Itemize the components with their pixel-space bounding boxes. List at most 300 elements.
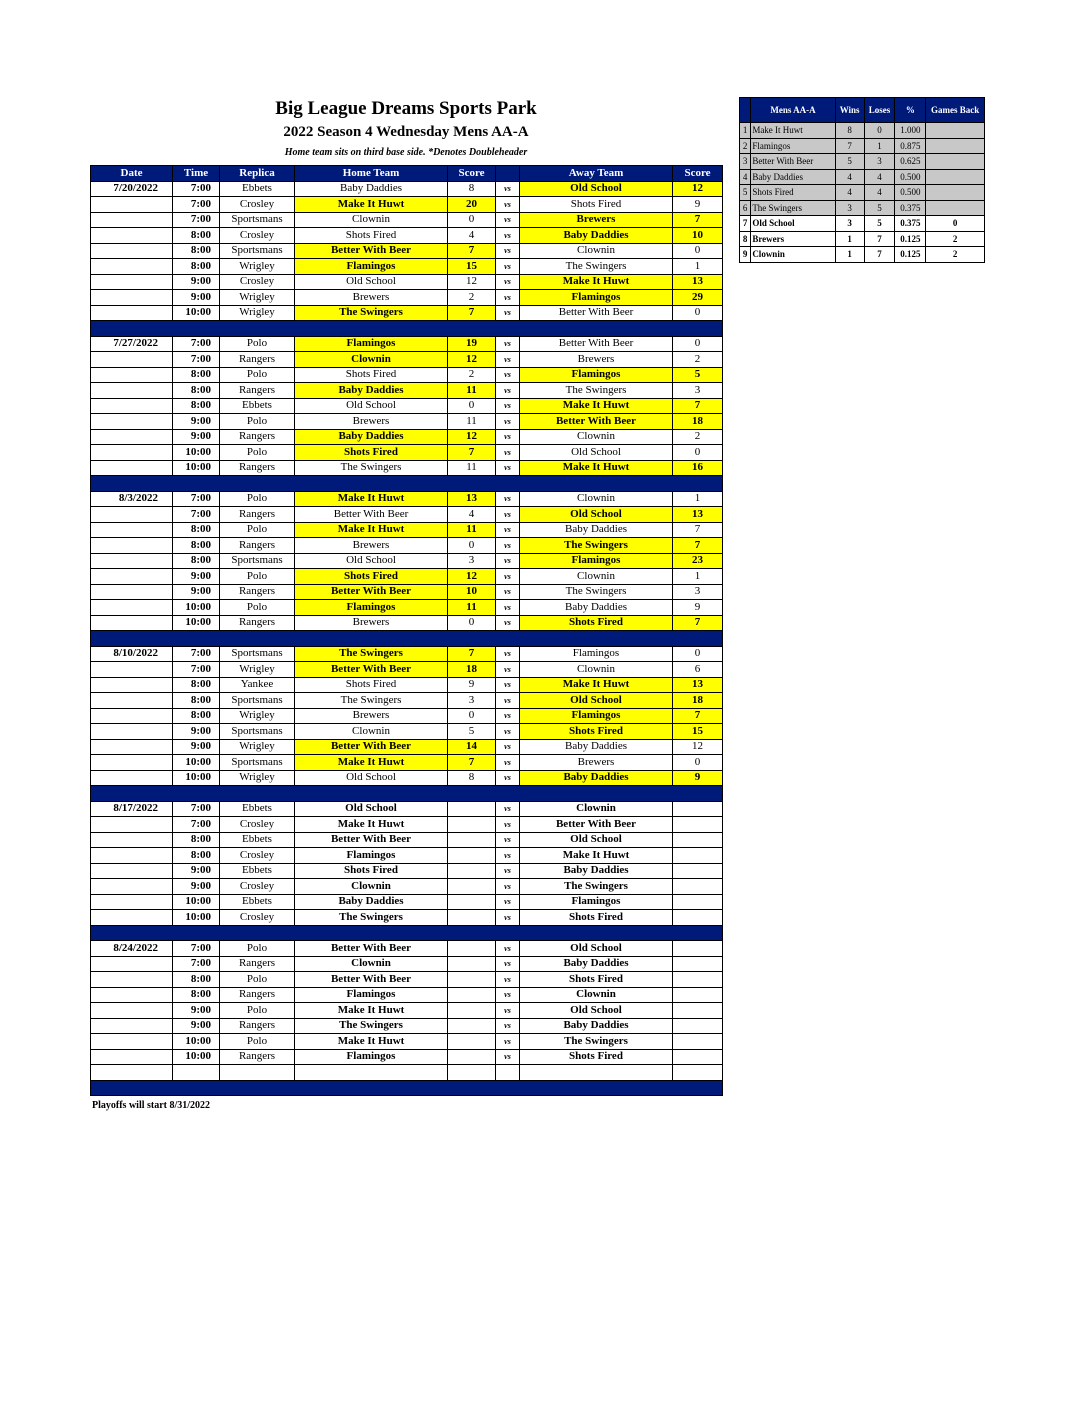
- game-time: 8:00: [173, 987, 220, 1003]
- away-team: Make It Huwt: [520, 398, 673, 414]
- game-row: [91, 1049, 723, 1065]
- away-score: [673, 941, 723, 957]
- away-score: 7: [673, 615, 723, 631]
- home-score: 12: [448, 429, 496, 445]
- home-score: [448, 1003, 496, 1019]
- game-row: [91, 848, 723, 864]
- standings-team: Baby Daddies: [751, 169, 835, 185]
- vs-label: vs: [496, 569, 520, 585]
- game-date: [91, 972, 173, 988]
- standings-rank: 5: [740, 185, 751, 201]
- away-score: 6: [673, 662, 723, 678]
- game-time: 8:00: [173, 522, 220, 538]
- game-field: Rangers: [220, 429, 295, 445]
- standings-pct: 0.375: [895, 216, 926, 232]
- standings-team: Old School: [751, 216, 835, 232]
- game-date: [91, 290, 173, 306]
- vs-label: vs: [496, 1049, 520, 1065]
- game-field: Crosley: [220, 910, 295, 926]
- game-date: [91, 1018, 173, 1034]
- separator-bar: [91, 786, 723, 802]
- standings-table: [739, 97, 985, 263]
- standings-team: Shots Fired: [751, 185, 835, 201]
- home-team: Clownin: [295, 724, 448, 740]
- game-date: [91, 863, 173, 879]
- game-time: 8:00: [173, 259, 220, 275]
- away-team: Baby Daddies: [520, 863, 673, 879]
- away-team: Shots Fired: [520, 910, 673, 926]
- game-time: 7:00: [173, 197, 220, 213]
- home-score: [448, 863, 496, 879]
- home-score: 9: [448, 677, 496, 693]
- away-team: Old School: [520, 507, 673, 523]
- away-team: Baby Daddies: [520, 600, 673, 616]
- away-team: Brewers: [520, 352, 673, 368]
- home-team: Better With Beer: [295, 584, 448, 600]
- vs-label: vs: [496, 383, 520, 399]
- home-team: Shots Fired: [295, 863, 448, 879]
- home-team: Brewers: [295, 708, 448, 724]
- standings-header-wins: Wins: [835, 98, 864, 123]
- home-team: Baby Daddies: [295, 894, 448, 910]
- game-row: [91, 336, 723, 352]
- game-date: [91, 987, 173, 1003]
- vs-label: vs: [496, 817, 520, 833]
- away-score: 0: [673, 336, 723, 352]
- game-row: [91, 708, 723, 724]
- game-field: Polo: [220, 367, 295, 383]
- game-time: 8:00: [173, 832, 220, 848]
- away-score: [673, 1018, 723, 1034]
- standings-pct: 0.500: [895, 169, 926, 185]
- game-date: [91, 398, 173, 414]
- game-field: Ebbets: [220, 398, 295, 414]
- game-time: 7:00: [173, 181, 220, 197]
- game-field: Ebbets: [220, 832, 295, 848]
- game-date: 8/3/2022: [91, 491, 173, 507]
- game-row: [91, 367, 723, 383]
- standings-body: [740, 123, 985, 263]
- away-team: Better With Beer: [520, 336, 673, 352]
- column-header-vs: [496, 166, 520, 182]
- game-field: Rangers: [220, 584, 295, 600]
- column-header-replica: Replica: [220, 166, 295, 182]
- standings-loses: 5: [864, 216, 895, 232]
- game-time: 8:00: [173, 848, 220, 864]
- away-team: Flamingos: [520, 708, 673, 724]
- away-score: 7: [673, 398, 723, 414]
- game-field: Wrigley: [220, 662, 295, 678]
- standings-row: [740, 247, 985, 263]
- home-team: The Swingers: [295, 646, 448, 662]
- game-date: [91, 677, 173, 693]
- game-date: [91, 755, 173, 771]
- away-score: 1: [673, 569, 723, 585]
- away-team: Brewers: [520, 212, 673, 228]
- home-team: Make It Huwt: [295, 755, 448, 771]
- game-date: [91, 522, 173, 538]
- standings-games-back: 2: [926, 247, 985, 263]
- game-row: [91, 538, 723, 554]
- game-date: 8/17/2022: [91, 801, 173, 817]
- game-date: [91, 259, 173, 275]
- standings-pct: 0.625: [895, 154, 926, 170]
- standings-row: [740, 200, 985, 216]
- standings-rank: 8: [740, 231, 751, 247]
- standings-loses: 7: [864, 247, 895, 263]
- home-score: [448, 956, 496, 972]
- game-row: [91, 817, 723, 833]
- column-header-away-score: Score: [673, 166, 723, 182]
- home-team: Better With Beer: [295, 941, 448, 957]
- game-time: 7:00: [173, 352, 220, 368]
- schedule-table: [90, 165, 723, 1096]
- week-separator: [91, 1080, 723, 1096]
- column-header-home-score: Score: [448, 166, 496, 182]
- home-team: Old School: [295, 770, 448, 786]
- game-date: [91, 584, 173, 600]
- game-field: Rangers: [220, 615, 295, 631]
- vs-label: vs: [496, 956, 520, 972]
- game-date: 8/24/2022: [91, 941, 173, 957]
- game-row: [91, 584, 723, 600]
- away-team: Baby Daddies: [520, 1018, 673, 1034]
- away-score: 13: [673, 507, 723, 523]
- game-date: [91, 228, 173, 244]
- away-score: 7: [673, 522, 723, 538]
- game-date: [91, 414, 173, 430]
- standings-wins: 8: [835, 123, 864, 139]
- game-row: [91, 352, 723, 368]
- standings-row: [740, 216, 985, 232]
- game-row: [91, 677, 723, 693]
- away-team: Baby Daddies: [520, 956, 673, 972]
- game-field: Polo: [220, 1034, 295, 1050]
- away-score: 7: [673, 708, 723, 724]
- home-team: Clownin: [295, 879, 448, 895]
- standings-pct: 1.000: [895, 123, 926, 139]
- away-team: Flamingos: [520, 290, 673, 306]
- vs-label: vs: [496, 910, 520, 926]
- away-team: Flamingos: [520, 553, 673, 569]
- vs-label: vs: [496, 491, 520, 507]
- standings-pct: 0.875: [895, 138, 926, 154]
- game-row: [91, 879, 723, 895]
- home-score: 2: [448, 367, 496, 383]
- game-field: Crosley: [220, 817, 295, 833]
- away-team: Make It Huwt: [520, 460, 673, 476]
- away-team: Clownin: [520, 569, 673, 585]
- home-team: Clownin: [295, 212, 448, 228]
- home-team: Better With Beer: [295, 662, 448, 678]
- game-time: 9:00: [173, 414, 220, 430]
- home-team: Flamingos: [295, 987, 448, 1003]
- game-row: [91, 290, 723, 306]
- game-date: [91, 894, 173, 910]
- standings-games-back: [926, 154, 985, 170]
- game-row: [91, 274, 723, 290]
- vs-label: vs: [496, 367, 520, 383]
- game-field: Wrigley: [220, 305, 295, 321]
- standings-team: Clownin: [751, 247, 835, 263]
- game-time: 7:00: [173, 662, 220, 678]
- standings-row: [740, 231, 985, 247]
- home-team: Better With Beer: [295, 832, 448, 848]
- away-score: 12: [673, 181, 723, 197]
- game-date: 7/27/2022: [91, 336, 173, 352]
- blank-cell: [448, 1065, 496, 1081]
- game-time: 8:00: [173, 538, 220, 554]
- game-time: 9:00: [173, 584, 220, 600]
- game-date: [91, 832, 173, 848]
- game-date: [91, 724, 173, 740]
- game-field: Sportsmans: [220, 755, 295, 771]
- game-date: [91, 848, 173, 864]
- game-time: 9:00: [173, 724, 220, 740]
- game-time: 10:00: [173, 1034, 220, 1050]
- game-row: [91, 987, 723, 1003]
- game-field: Yankee: [220, 677, 295, 693]
- vs-label: vs: [496, 662, 520, 678]
- game-row: [91, 910, 723, 926]
- separator-bar: [91, 631, 723, 647]
- game-row: [91, 739, 723, 755]
- column-header-away-team: Away Team: [520, 166, 673, 182]
- game-time: 10:00: [173, 460, 220, 476]
- vs-label: vs: [496, 445, 520, 461]
- game-field: Crosley: [220, 879, 295, 895]
- away-score: 7: [673, 212, 723, 228]
- away-score: [673, 956, 723, 972]
- away-team: The Swingers: [520, 1034, 673, 1050]
- away-team: Shots Fired: [520, 724, 673, 740]
- blank-cell: [520, 1065, 673, 1081]
- away-score: 2: [673, 352, 723, 368]
- vs-label: vs: [496, 197, 520, 213]
- game-row: [91, 1018, 723, 1034]
- away-score: 1: [673, 491, 723, 507]
- game-date: [91, 460, 173, 476]
- game-row: [91, 491, 723, 507]
- home-team: Make It Huwt: [295, 817, 448, 833]
- home-score: 8: [448, 181, 496, 197]
- standings-wins: 3: [835, 200, 864, 216]
- game-row: [91, 770, 723, 786]
- blank-cell: [295, 1065, 448, 1081]
- game-field: Wrigley: [220, 259, 295, 275]
- game-time: 9:00: [173, 863, 220, 879]
- game-time: 10:00: [173, 894, 220, 910]
- away-team: Make It Huwt: [520, 848, 673, 864]
- home-score: 7: [448, 243, 496, 259]
- game-row: [91, 832, 723, 848]
- game-time: 9:00: [173, 274, 220, 290]
- vs-label: vs: [496, 274, 520, 290]
- game-field: Wrigley: [220, 290, 295, 306]
- home-score: 7: [448, 646, 496, 662]
- standings-pct: 0.375: [895, 200, 926, 216]
- home-score: 7: [448, 305, 496, 321]
- game-date: [91, 1049, 173, 1065]
- home-team: Shots Fired: [295, 569, 448, 585]
- game-row: [91, 398, 723, 414]
- standings-row: [740, 123, 985, 139]
- vs-label: vs: [496, 693, 520, 709]
- home-score: [448, 1018, 496, 1034]
- game-time: 9:00: [173, 1018, 220, 1034]
- away-team: Clownin: [520, 662, 673, 678]
- standings-loses: 1: [864, 138, 895, 154]
- game-field: Polo: [220, 1003, 295, 1019]
- home-team: Shots Fired: [295, 677, 448, 693]
- game-row: [91, 956, 723, 972]
- away-team: Clownin: [520, 429, 673, 445]
- standings-header-team: Mens AA-A: [751, 98, 835, 123]
- game-time: 8:00: [173, 677, 220, 693]
- vs-label: vs: [496, 801, 520, 817]
- standings-row: [740, 154, 985, 170]
- away-score: 15: [673, 724, 723, 740]
- game-row: [91, 801, 723, 817]
- home-team: Brewers: [295, 538, 448, 554]
- away-team: Flamingos: [520, 894, 673, 910]
- home-team: Flamingos: [295, 600, 448, 616]
- game-row: [91, 941, 723, 957]
- playoffs-note: Playoffs will start 8/31/2022: [92, 1100, 211, 1111]
- game-field: Polo: [220, 522, 295, 538]
- standings-loses: 3: [864, 154, 895, 170]
- week-separator: [91, 476, 723, 492]
- game-time: 10:00: [173, 770, 220, 786]
- game-date: [91, 615, 173, 631]
- vs-label: vs: [496, 228, 520, 244]
- home-score: 11: [448, 522, 496, 538]
- standings-rank: 9: [740, 247, 751, 263]
- vs-label: vs: [496, 646, 520, 662]
- game-row: [91, 243, 723, 259]
- game-field: Wrigley: [220, 739, 295, 755]
- game-date: [91, 956, 173, 972]
- game-row: [91, 972, 723, 988]
- home-team: Better With Beer: [295, 972, 448, 988]
- standings-header-rank: [740, 98, 751, 123]
- game-field: Polo: [220, 491, 295, 507]
- vs-label: vs: [496, 708, 520, 724]
- schedule-body: [91, 181, 723, 1096]
- away-score: 10: [673, 228, 723, 244]
- column-header-time: Time: [173, 166, 220, 182]
- game-time: 7:00: [173, 212, 220, 228]
- standings-loses: 0: [864, 123, 895, 139]
- game-time: 9:00: [173, 1003, 220, 1019]
- standings-header-loses: Loses: [864, 98, 895, 123]
- standings-row: [740, 169, 985, 185]
- game-field: Rangers: [220, 352, 295, 368]
- game-row: [91, 553, 723, 569]
- vs-label: vs: [496, 243, 520, 259]
- standings-wins: 4: [835, 169, 864, 185]
- game-field: Polo: [220, 941, 295, 957]
- vs-label: vs: [496, 894, 520, 910]
- game-field: Polo: [220, 600, 295, 616]
- standings-rank: 2: [740, 138, 751, 154]
- vs-label: vs: [496, 863, 520, 879]
- week-separator: [91, 786, 723, 802]
- game-field: Crosley: [220, 228, 295, 244]
- home-team: Old School: [295, 801, 448, 817]
- game-time: 8:00: [173, 243, 220, 259]
- game-date: [91, 910, 173, 926]
- away-score: 1: [673, 259, 723, 275]
- home-team: Make It Huwt: [295, 491, 448, 507]
- home-score: 2: [448, 290, 496, 306]
- home-score: 0: [448, 398, 496, 414]
- home-score: 0: [448, 212, 496, 228]
- game-time: 10:00: [173, 615, 220, 631]
- game-time: 9:00: [173, 429, 220, 445]
- game-field: Rangers: [220, 383, 295, 399]
- away-score: 3: [673, 383, 723, 399]
- away-team: The Swingers: [520, 383, 673, 399]
- game-row: [91, 693, 723, 709]
- home-team: Better With Beer: [295, 507, 448, 523]
- game-time: 9:00: [173, 879, 220, 895]
- home-score: [448, 987, 496, 1003]
- home-score: 3: [448, 553, 496, 569]
- standings-wins: 7: [835, 138, 864, 154]
- home-team: The Swingers: [295, 910, 448, 926]
- game-field: Crosley: [220, 274, 295, 290]
- standings-pct: 0.500: [895, 185, 926, 201]
- away-score: [673, 972, 723, 988]
- vs-label: vs: [496, 181, 520, 197]
- home-score: [448, 910, 496, 926]
- game-time: 8:00: [173, 972, 220, 988]
- away-team: Old School: [520, 181, 673, 197]
- home-team: Shots Fired: [295, 445, 448, 461]
- game-field: Sportsmans: [220, 243, 295, 259]
- away-team: Better With Beer: [520, 414, 673, 430]
- away-team: Baby Daddies: [520, 770, 673, 786]
- schedule-header-row: [91, 166, 723, 182]
- game-date: 7/20/2022: [91, 181, 173, 197]
- game-time: 8:00: [173, 367, 220, 383]
- game-date: 8/10/2022: [91, 646, 173, 662]
- standings-wins: 3: [835, 216, 864, 232]
- away-score: 9: [673, 600, 723, 616]
- home-score: 15: [448, 259, 496, 275]
- away-score: 0: [673, 243, 723, 259]
- home-score: 5: [448, 724, 496, 740]
- game-time: 8:00: [173, 228, 220, 244]
- game-time: 7:00: [173, 491, 220, 507]
- home-team: Baby Daddies: [295, 181, 448, 197]
- game-date: [91, 1034, 173, 1050]
- home-team: Make It Huwt: [295, 522, 448, 538]
- game-row: [91, 460, 723, 476]
- game-field: Crosley: [220, 197, 295, 213]
- away-score: [673, 817, 723, 833]
- home-score: [448, 894, 496, 910]
- home-team: Brewers: [295, 615, 448, 631]
- game-time: 10:00: [173, 1049, 220, 1065]
- standings-wins: 1: [835, 247, 864, 263]
- home-team: Better With Beer: [295, 243, 448, 259]
- game-row: [91, 259, 723, 275]
- game-row: [91, 1034, 723, 1050]
- away-score: [673, 910, 723, 926]
- vs-label: vs: [496, 553, 520, 569]
